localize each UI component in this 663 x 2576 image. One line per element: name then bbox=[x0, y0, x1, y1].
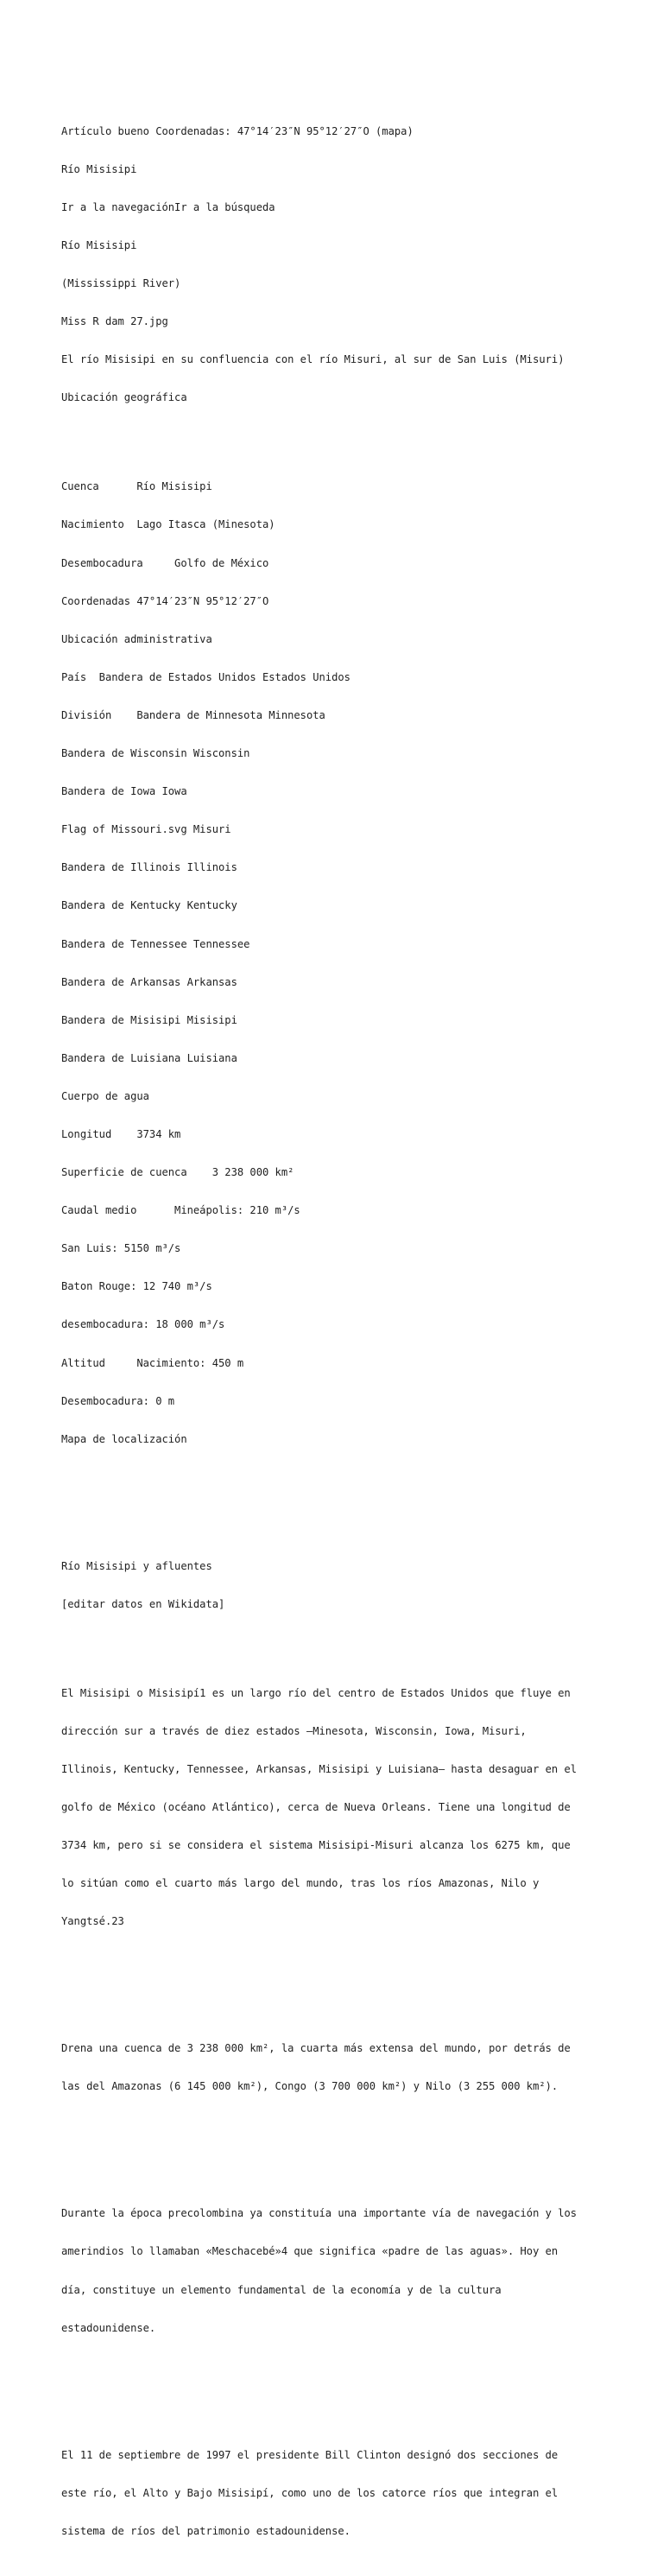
header-block bbox=[61, 99, 622, 429]
text-line: las del Amazonas (6 145 000 km²), Congo (3 700 000 km²) y Nilo (3 255 000 km²). bbox=[61, 2080, 559, 2093]
text-line: Coordenadas 47°14′23″N 95°12′27″O bbox=[61, 594, 269, 607]
text-line: Baton Rouge: 12 740 m³/s bbox=[61, 1280, 212, 1293]
text-line: Nacimiento Lago Itasca (Minesota) bbox=[61, 518, 275, 531]
text-line: Artículo bueno Coordenadas: 47°14′23″N 95°12′27″O (mapa) bbox=[61, 124, 414, 137]
text-line: Ir a la navegaciónIr a la búsqueda bbox=[61, 201, 275, 213]
spacer bbox=[61, 1496, 622, 1509]
text-line: Bandera de Wisconsin Wisconsin bbox=[61, 747, 250, 760]
text-line: Desembocadura: 0 m bbox=[61, 1394, 175, 1407]
text-line: Cuerpo de agua bbox=[61, 1089, 149, 1102]
text-line: País Bandera de Estados Unidos Estados Unidos bbox=[61, 670, 350, 683]
text-line: División Bandera de Minnesota Minnesota bbox=[61, 708, 325, 721]
text-line: desembocadura: 18 000 m³/s bbox=[61, 1318, 225, 1331]
paragraph bbox=[61, 2182, 622, 2360]
spacer bbox=[61, 2144, 622, 2157]
text-line: (Mississippi River) bbox=[61, 277, 181, 290]
map-caption-block bbox=[61, 1534, 622, 1636]
text-line: Drena una cuenca de 3 238 000 km², la cuarta más extensa del mundo, por detrás de bbox=[61, 2042, 571, 2055]
text-line: Bandera de Illinois Illinois bbox=[61, 861, 237, 874]
text-line: Superficie de cuenca 3 238 000 km² bbox=[61, 1166, 294, 1179]
text-line: Mapa de localización bbox=[61, 1432, 187, 1445]
text-line: Altitud Nacimiento: 450 m bbox=[61, 1356, 244, 1369]
document-body bbox=[61, 74, 622, 2576]
text-line: Bandera de Iowa Iowa bbox=[61, 785, 187, 798]
paragraph bbox=[61, 2423, 622, 2563]
text-line: Flag of Missouri.svg Misuri bbox=[61, 823, 231, 836]
text-line: San Luis: 5150 m³/s bbox=[61, 1242, 181, 1255]
spacer bbox=[61, 1979, 622, 1992]
text-line: dirección sur a través de diez estados —Minesota, Wisconsin, Iowa, Misuri, bbox=[61, 1724, 527, 1737]
text-line: Bandera de Kentucky Kentucky bbox=[61, 899, 237, 912]
text-line: este río, el Alto y Bajo Misisipí, como uno de los catorce ríos que integran el bbox=[61, 2486, 559, 2499]
infobox-block bbox=[61, 455, 622, 1471]
text-line: día, constituye un elemento fundamental de la economía y de la cultura bbox=[61, 2283, 502, 2296]
paragraph bbox=[61, 1661, 622, 1953]
text-line: sistema de ríos del patrimonio estadounidense. bbox=[61, 2524, 350, 2537]
text-line: Bandera de Misisipi Misisipi bbox=[61, 1013, 237, 1026]
spacer bbox=[61, 2385, 622, 2398]
text-line: Bandera de Arkansas Arkansas bbox=[61, 975, 237, 988]
text-line: El Misisipi o Misisipí1 es un largo río del centro de Estados Unidos que fluye en bbox=[61, 1686, 571, 1699]
text-line: amerindios lo llamaban «Meschacebé»4 que significa «padre de las aguas». Hoy en bbox=[61, 2245, 559, 2258]
text-line: lo sitúan como el cuarto más largo del mundo, tras los ríos Amazonas, Nilo y bbox=[61, 1877, 540, 1890]
text-line: Cuenca Río Misisipi bbox=[61, 480, 212, 493]
text-line: El río Misisipi en su confluencia con el río Misuri, al sur de San Luis (Misuri) bbox=[61, 353, 565, 366]
text-line: Durante la época precolombina ya constituía una importante vía de navegación y los bbox=[61, 2207, 578, 2220]
text-line: El 11 de septiembre de 1997 el presidente Bill Clinton designó dos secciones de bbox=[61, 2448, 559, 2461]
text-line: 3734 km, pero si se considera el sistema Misisipi-Misuri alcanza los 6275 km, que bbox=[61, 1839, 571, 1852]
text-line: Río Misisipi y afluentes bbox=[61, 1559, 212, 1572]
text-line: [editar datos en Wikidata] bbox=[61, 1597, 225, 1610]
text-line: Illinois, Kentucky, Tennessee, Arkansas, Misisipi y Luisiana— hasta desaguar en el bbox=[61, 1762, 578, 1775]
text-line: estadounidense. bbox=[61, 2321, 156, 2334]
text-line: Desembocadura Golfo de México bbox=[61, 556, 269, 569]
text-line: Yangtsé.23 bbox=[61, 1915, 124, 1928]
text-line: Caudal medio Mineápolis: 210 m³/s bbox=[61, 1204, 300, 1217]
text-line: Bandera de Tennessee Tennessee bbox=[61, 937, 250, 950]
text-line: Río Misisipi bbox=[61, 162, 137, 175]
paragraph bbox=[61, 2017, 622, 2119]
text-line: Ubicación geográfica bbox=[61, 391, 187, 404]
text-line: Río Misisipi bbox=[61, 239, 137, 252]
text-line: Longitud 3734 km bbox=[61, 1127, 181, 1140]
text-line: Miss R dam 27.jpg bbox=[61, 315, 168, 328]
text-line: Bandera de Luisiana Luisiana bbox=[61, 1051, 237, 1064]
text-line: Ubicación administrativa bbox=[61, 632, 212, 645]
text-line: golfo de México (océano Atlántico), cerca de Nueva Orleans. Tiene una longitud de bbox=[61, 1801, 571, 1813]
